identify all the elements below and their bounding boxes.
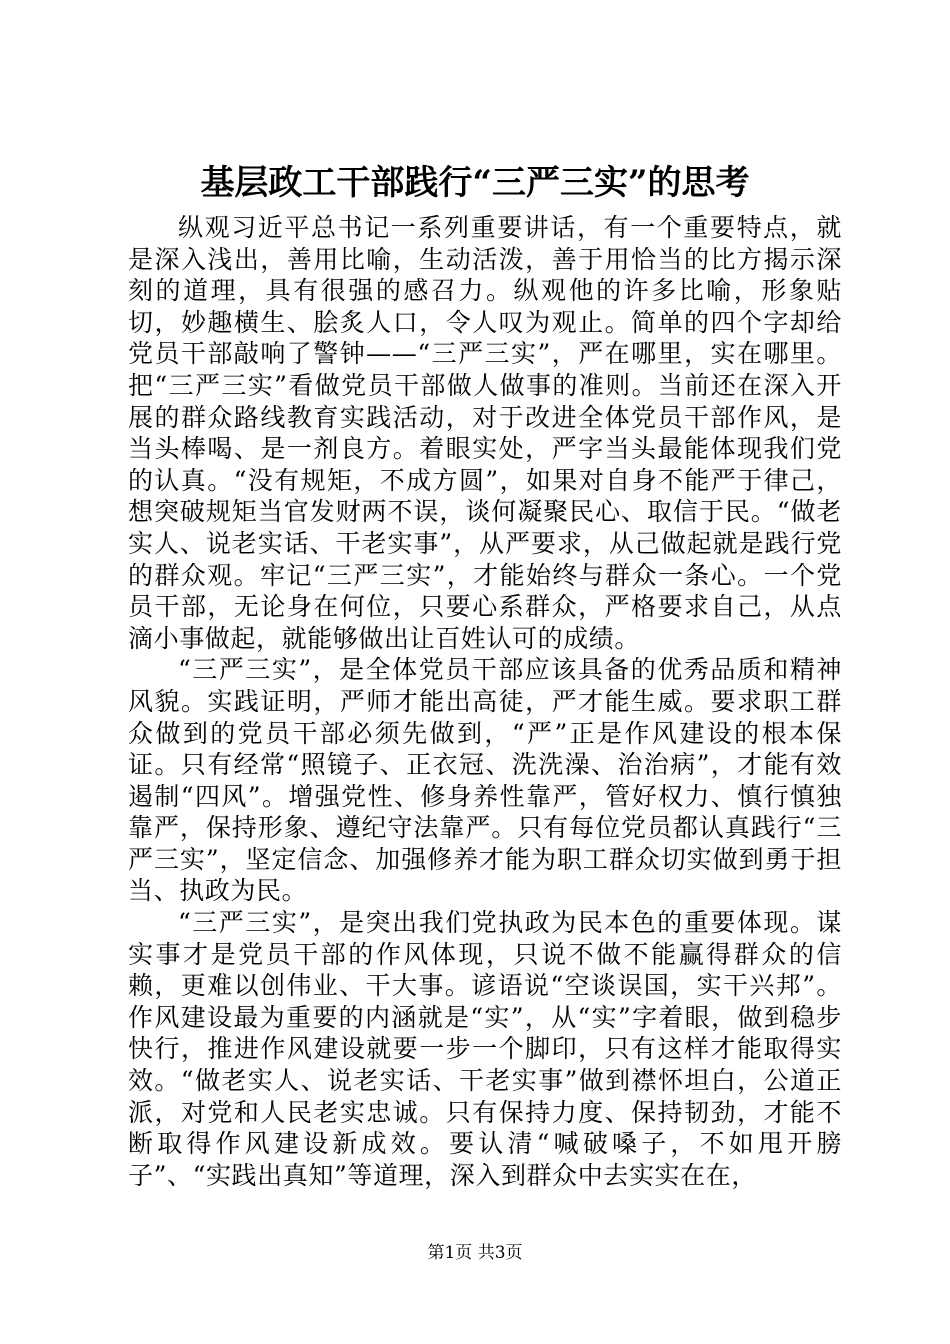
page-number-footer: 第1页 共3页 bbox=[427, 1243, 523, 1263]
paragraph-3: “三严三实”，是突出我们党执政为民本色的重要体现。谋实事才是党员干部的作风体现，只说不做不能赢得群众的信赖，更难以创伟业、干大事。谚语说“空谈误国，实干兴邦”。作风建设最为重要的内涵就是“实”，从“实”字着眼，做到稳步快行，推进作风建设就要一步一个脚印，只有这样才能取得实效。“做老实人、说老实话、干老实事”做到襟怀坦白，公道正派，对党和人民老实忠诚。只有保持力度、保持韧劲，才能不断取得作风建设新成效。要认清“喊破嗓子，不如甩开膀子”、“实践出真知”等道理，深入到群众中去实实在在， bbox=[128, 908, 842, 1190]
paragraph-2: “三严三实”，是全体党员干部应该具备的优秀品质和精神风貌。实践证明，严师才能出高徒，严才能生威。要求职工群众做到的党员干部必须先做到，“严”正是作风建设的根本保证。只有经常“照镜子、正衣冠、洗洗澡、治治病”，才能有效遏制“四风”。增强党性、修身养性靠严，管好权力、慎行慎独靠严，保持形象、遵纪守法靠严。只有每位党员都认真践行“三严三实”，坚定信念、加强修养才能为职工群众切实做到勇于担当、执政为民。 bbox=[128, 655, 842, 906]
paragraph-1: 纵观习近平总书记一系列重要讲话，有一个重要特点，就是深入浅出，善用比喻，生动活泼，善于用恰当的比方揭示深刻的道理，具有很强的感召力。纵观他的许多比喻，形象贴切，妙趣横生、脍炙人口，令人叹为观止。简单的四个字却给党员干部敲响了警钟——“三严三实”，严在哪里，实在哪里。把“三严三实”看做党员干部做人做事的准则。当前还在深入开展的群众路线教育实践活动，对于改进全体党员干部作风，是当头棒喝、是一剂良方。着眼实处，严字当头最能体现我们党的认真。“没有规矩，不成方圆”，如果对自身不能严于律己，想突破规矩当官发财两不误，谈何凝聚民心、取信于民。“做老实人、说老实话、干老实事”，从严要求，从己做起就是践行党的群众观。牢记“三严三实”，才能始终与群众一条心。一个党员干部，无论身在何位，只要心系群众，严格要求自己，从点滴小事做起，就能够做出让百姓认可的成绩。 bbox=[128, 213, 842, 653]
document-title: 基层政工干部践行“三严三实”的思考 bbox=[200, 163, 750, 203]
document-body bbox=[128, 212, 842, 1191]
